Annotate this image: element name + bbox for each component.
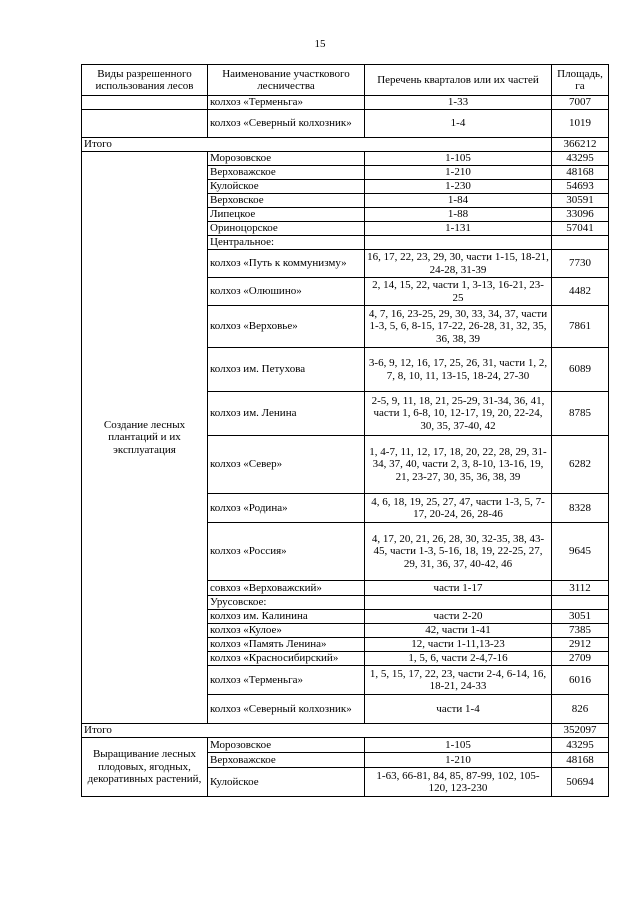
total-area: 352097 bbox=[552, 724, 609, 738]
quarters-cell bbox=[365, 596, 552, 610]
area-cell: 6089 bbox=[552, 348, 609, 392]
forestry-cell: Липецкое bbox=[208, 208, 365, 222]
quarters-cell: 1, 5, 6, части 2-4,7-16 bbox=[365, 652, 552, 666]
area-cell: 57041 bbox=[552, 222, 609, 236]
forestry-cell: колхоз «Северный колхозник» bbox=[208, 695, 365, 724]
area-cell: 54693 bbox=[552, 180, 609, 194]
forestry-cell: Центральное: bbox=[208, 236, 365, 250]
quarters-cell: 1-210 bbox=[365, 166, 552, 180]
total-area: 366212 bbox=[552, 138, 609, 152]
area-cell: 33096 bbox=[552, 208, 609, 222]
section-type-plantations: Создание лесных плантаций и их эксплуатация bbox=[82, 152, 208, 724]
quarters-cell: 4, 17, 20, 21, 26, 28, 30, 32-35, 38, 43-45, части 1-3, 5-16, 18, 19, 22-25, 27, 29, 31, 36, 37, 40-42, 46 bbox=[365, 523, 552, 581]
quarters-cell: 4, 7, 16, 23-25, 29, 30, 33, 34, 37, части 1-3, 5, 6, 8-15, 17-22, 26-28, 31, 32, 35, 36, 38, 39 bbox=[365, 306, 552, 348]
area-cell bbox=[552, 236, 609, 250]
quarters-cell: 16, 17, 22, 23, 29, 30, части 1-15, 18-21, 24-28, 31-39 bbox=[365, 250, 552, 278]
page-number: 15 bbox=[314, 38, 326, 50]
header-type: Виды разрешенного использования лесов bbox=[82, 65, 208, 96]
quarters-cell: 1, 5, 15, 17, 22, 23, части 2-4, 6-14, 16, 18-21, 24-33 bbox=[365, 666, 552, 695]
forestry-cell: Верховажское bbox=[208, 166, 365, 180]
forestry-cell: колхоз «Северный колхозник» bbox=[208, 110, 365, 138]
total-row bbox=[82, 138, 609, 152]
type-cell bbox=[82, 96, 208, 110]
table-row bbox=[82, 110, 609, 138]
quarters-cell: 42, части 1-41 bbox=[365, 624, 552, 638]
area-cell: 1019 bbox=[552, 110, 609, 138]
table-row bbox=[82, 152, 609, 166]
quarters-cell: части 1-4 bbox=[365, 695, 552, 724]
area-cell: 30591 bbox=[552, 194, 609, 208]
forestry-cell: Кулойское bbox=[208, 180, 365, 194]
forestry-cell: колхоз «Кулое» bbox=[208, 624, 365, 638]
quarters-cell: 1-33 bbox=[365, 96, 552, 110]
table-row bbox=[82, 738, 609, 753]
header-quarters: Перечень кварталов или их частей bbox=[365, 65, 552, 96]
total-label: Итого bbox=[82, 138, 552, 152]
quarters-cell: 3-6, 9, 12, 16, 17, 25, 26, 31, части 1, 2, 7, 8, 10, 11, 13-15, 18-24, 27-30 bbox=[365, 348, 552, 392]
area-cell: 8785 bbox=[552, 392, 609, 436]
forestry-cell: совхоз «Верховажский» bbox=[208, 581, 365, 596]
area-cell: 3051 bbox=[552, 610, 609, 624]
quarters-cell: 12, части 1-11,13-23 bbox=[365, 638, 552, 652]
forestry-cell: Урусовское: bbox=[208, 596, 365, 610]
area-cell: 2709 bbox=[552, 652, 609, 666]
area-cell: 48168 bbox=[552, 753, 609, 768]
forest-use-table bbox=[81, 64, 609, 797]
area-cell: 3112 bbox=[552, 581, 609, 596]
area-cell: 7385 bbox=[552, 624, 609, 638]
forestry-cell: колхоз «Красносибирский» bbox=[208, 652, 365, 666]
quarters-cell: 1-4 bbox=[365, 110, 552, 138]
forestry-cell: колхоз «Верховье» bbox=[208, 306, 365, 348]
forestry-cell: колхоз «Терменьга» bbox=[208, 96, 365, 110]
area-cell: 2912 bbox=[552, 638, 609, 652]
forestry-cell: Верховажское bbox=[208, 753, 365, 768]
table-row bbox=[82, 96, 609, 110]
forestry-cell: колхоз «Родина» bbox=[208, 494, 365, 523]
header-area: Площадь, га bbox=[552, 65, 609, 96]
header-forestry: Наименование участкового лесничества bbox=[208, 65, 365, 96]
forestry-cell: Морозовское bbox=[208, 738, 365, 753]
quarters-cell: части 1-17 bbox=[365, 581, 552, 596]
forestry-cell: колхоз «Север» bbox=[208, 436, 365, 494]
quarters-cell: 1-105 bbox=[365, 738, 552, 753]
header-row bbox=[82, 65, 609, 96]
forestry-cell: колхоз «Россия» bbox=[208, 523, 365, 581]
area-cell: 7007 bbox=[552, 96, 609, 110]
area-cell: 43295 bbox=[552, 738, 609, 753]
forestry-cell: Верховское bbox=[208, 194, 365, 208]
quarters-cell: 1-131 bbox=[365, 222, 552, 236]
quarters-cell: 1-88 bbox=[365, 208, 552, 222]
quarters-cell: 1-105 bbox=[365, 152, 552, 166]
quarters-cell: 2-5, 9, 11, 18, 21, 25-29, 31-34, 36, 41, части 1, 6-8, 10, 12-17, 19, 20, 22-24, 30, 35, 37-40, 42 bbox=[365, 392, 552, 436]
forestry-cell: колхоз им. Калинина bbox=[208, 610, 365, 624]
area-cell: 9645 bbox=[552, 523, 609, 581]
quarters-cell bbox=[365, 236, 552, 250]
forestry-cell: колхоз «Память Ленина» bbox=[208, 638, 365, 652]
area-cell bbox=[552, 596, 609, 610]
quarters-cell: 1-84 bbox=[365, 194, 552, 208]
area-cell: 7730 bbox=[552, 250, 609, 278]
area-cell: 4482 bbox=[552, 278, 609, 306]
area-cell: 43295 bbox=[552, 152, 609, 166]
area-cell: 8328 bbox=[552, 494, 609, 523]
forestry-cell: колхоз им. Петухова bbox=[208, 348, 365, 392]
forestry-cell: Морозовское bbox=[208, 152, 365, 166]
forestry-cell: Ориноцорское bbox=[208, 222, 365, 236]
quarters-cell: 1, 4-7, 11, 12, 17, 18, 20, 22, 28, 29, 31-34, 37, 40, части 2, 3, 8-10, 13-16, 19, 21, 23-27, 30, 35, 36, 38, 39 bbox=[365, 436, 552, 494]
forestry-cell: колхоз «Терменьга» bbox=[208, 666, 365, 695]
forestry-cell: Кулойское bbox=[208, 768, 365, 797]
area-cell: 6016 bbox=[552, 666, 609, 695]
total-label: Итого bbox=[82, 724, 552, 738]
total-row bbox=[82, 724, 609, 738]
forestry-cell: колхоз «Олюшино» bbox=[208, 278, 365, 306]
quarters-cell: части 2-20 bbox=[365, 610, 552, 624]
area-cell: 826 bbox=[552, 695, 609, 724]
area-cell: 48168 bbox=[552, 166, 609, 180]
quarters-cell: 2, 14, 15, 22, части 1, 3-13, 16-21, 23-25 bbox=[365, 278, 552, 306]
forestry-cell: колхоз «Путь к коммунизму» bbox=[208, 250, 365, 278]
quarters-cell: 4, 6, 18, 19, 25, 27, 47, части 1-3, 5, 7-17, 20-24, 26, 28-46 bbox=[365, 494, 552, 523]
quarters-cell: 1-210 bbox=[365, 753, 552, 768]
type-cell bbox=[82, 110, 208, 138]
area-cell: 6282 bbox=[552, 436, 609, 494]
quarters-cell: 1-63, 66-81, 84, 85, 87-99, 102, 105-120, 123-230 bbox=[365, 768, 552, 797]
area-cell: 7861 bbox=[552, 306, 609, 348]
forestry-cell: колхоз им. Ленина bbox=[208, 392, 365, 436]
area-cell: 50694 bbox=[552, 768, 609, 797]
section-type-cultivation: Выращивание лесных плодовых, ягодных, декоративных растений, bbox=[82, 738, 208, 797]
quarters-cell: 1-230 bbox=[365, 180, 552, 194]
